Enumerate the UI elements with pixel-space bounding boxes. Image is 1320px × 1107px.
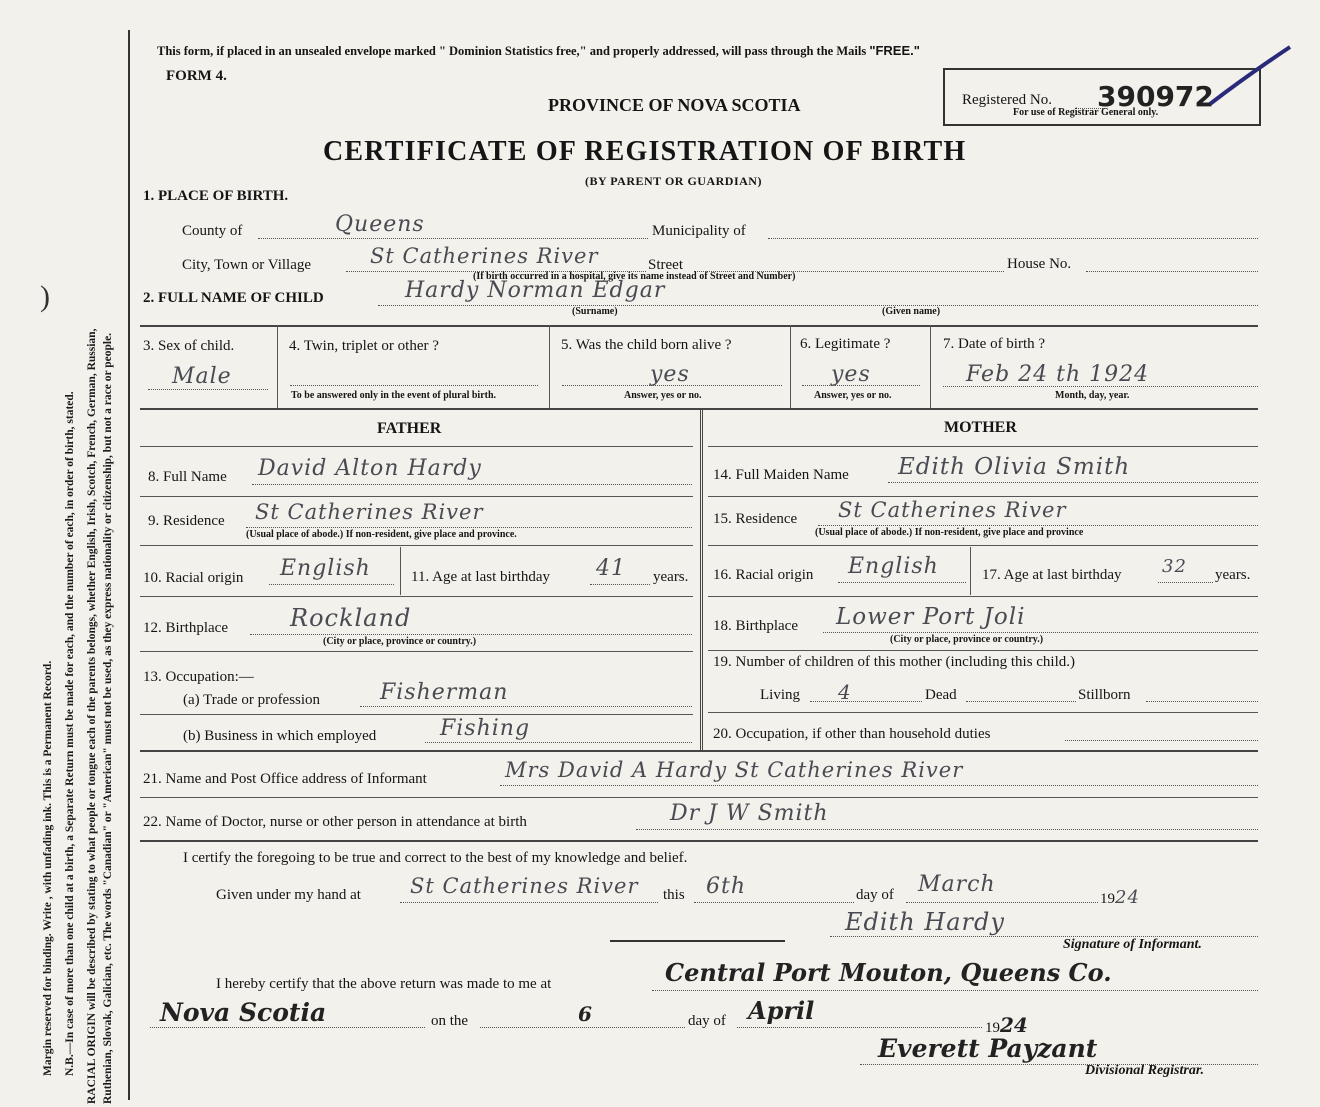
mother-birthplace-label: 18. Birthplace [713, 618, 798, 634]
registrar-day-label: day of [688, 1013, 726, 1029]
mother-children-label: 19. Number of children of this mother (including this child.) [713, 654, 1076, 670]
mother-racial-label: 16. Racial origin [713, 567, 814, 583]
father-name-value: David Alton Hardy [258, 456, 482, 481]
father-trade-value: Fisherman [380, 680, 509, 705]
mother-age-value: 32 [1162, 556, 1187, 577]
given-name-note: (Given name) [882, 306, 941, 317]
mother-age-label: 17. Age at last birthday [982, 567, 1122, 583]
province-heading: PROVINCE OF NOVA SCOTIA [548, 95, 801, 115]
mother-residence-note: (Usual place of abode.) If non-resident, give place and province [815, 527, 1084, 538]
margin-bracket-mark: ) [40, 280, 50, 313]
stillborn-label: Stillborn [1078, 687, 1131, 703]
certify-year: 1924 [1100, 887, 1140, 908]
sex-value: Male [172, 364, 232, 389]
city-label: City, Town or Village [182, 257, 312, 273]
certificate-subtitle: (BY PARENT OR GUARDIAN) [585, 174, 762, 188]
certify-day-value: 6th [706, 874, 747, 899]
informant-label: 21. Name and Post Office address of Informant [143, 771, 427, 787]
living-value: 4 [838, 680, 852, 704]
father-business-value: Fishing [440, 716, 531, 741]
on-the-label: on the [431, 1013, 469, 1029]
child-name-value: Hardy Norman Edgar [405, 278, 666, 303]
dead-label: Dead [925, 687, 957, 703]
father-name-label: 8. Full Name [148, 469, 227, 485]
father-trade-label: (a) Trade or profession [183, 692, 321, 708]
mother-name-label: 14. Full Maiden Name [713, 467, 849, 483]
registered-number-note: For use of Registrar General only. [1013, 107, 1159, 118]
born-alive-label: 5. Was the child born alive ? [561, 337, 732, 353]
legitimate-note: Answer, yes or no. [814, 390, 892, 401]
father-age-label: 11. Age at last birthday [411, 569, 550, 585]
father-age-value: 41 [596, 556, 626, 581]
county-label: County of [182, 223, 243, 239]
street-label: Street [648, 257, 683, 273]
mail-free: "FREE." [869, 43, 920, 58]
father-occupation-label: 13. Occupation:— [143, 669, 254, 685]
registrar-place-value: Central Port Mouton, Queens Co. [665, 958, 1112, 987]
margin-text-line4: Margin reserved for binding. Write , with unfading ink. This is a Permanent Record. [42, 660, 54, 1076]
date-of-birth-label: 7. Date of birth ? [943, 336, 1046, 352]
twin-note: To be answered only in the event of plural birth. [291, 390, 497, 401]
child-name-label: 2. FULL NAME OF CHILD [143, 290, 324, 306]
mother-age-years: years. [1215, 567, 1251, 583]
doctor-value: Dr J W Smith [670, 801, 829, 826]
mother-name-value: Edith Olivia Smith [898, 454, 1131, 480]
registrar-province-value: Nova Scotia [160, 998, 327, 1027]
row3-top-rule [140, 325, 1258, 327]
mother-occupation-label: 20. Occupation, if other than household duties [713, 726, 991, 742]
this-label: this [663, 887, 685, 903]
signature-informant-label: Signature of Informant. [1063, 937, 1202, 952]
registrar-day-value: 6 [578, 1002, 592, 1026]
county-value: Queens [335, 212, 425, 237]
mother-racial-value: English [848, 554, 939, 579]
binding-margin [0, 0, 130, 1107]
mother-birthplace-note: (City or place, province or country.) [890, 634, 1044, 645]
margin-rule [128, 30, 130, 1100]
mother-residence-label: 15. Residence [713, 511, 798, 527]
house-no-label: House No. [1007, 256, 1072, 272]
doctor-label: 22. Name of Doctor, nurse or other person in attendance at birth [143, 814, 527, 830]
separator-rule [610, 940, 785, 942]
mother-residence-value: St Catherines River [838, 498, 1067, 522]
registrar-statement: I hereby certify that the above return was made to me at [216, 976, 552, 992]
sex-label: 3. Sex of child. [143, 338, 235, 354]
living-label: Living [760, 687, 800, 703]
registrar-month-value: April [748, 996, 815, 1025]
registrar-year: 1924 [985, 1013, 1028, 1037]
father-racial-value: English [280, 556, 371, 581]
certify-month-value: March [918, 872, 996, 897]
municipality-label: Municipality of [652, 223, 746, 239]
mother-heading: MOTHER [944, 419, 1017, 436]
form-number: FORM 4. [166, 68, 227, 84]
pen-stroke-mark [1205, 42, 1295, 112]
father-business-label: (b) Business in which employed [183, 728, 377, 744]
father-residence-value: St Catherines River [255, 500, 484, 524]
father-racial-label: 10. Racial origin [143, 570, 244, 586]
legitimate-value: yes [831, 362, 871, 387]
father-heading: FATHER [377, 420, 442, 437]
born-alive-value: yes [650, 362, 690, 387]
registered-number-label: Registered No. [962, 92, 1052, 108]
registered-number-value: 390972 [1097, 80, 1214, 113]
twin-label: 4. Twin, triplet or other ? [289, 338, 439, 354]
father-residence-label: 9. Residence [148, 513, 225, 529]
father-birthplace-note: (City or place, province or country.) [323, 636, 477, 647]
certify-statement: I certify the foregoing to be true and correct to the best of my knowledge and belief. [183, 850, 688, 866]
city-value: St Catherines River [370, 244, 599, 268]
born-alive-note: Answer, yes or no. [624, 390, 702, 401]
mail-notice: This form, if placed in an unsealed envelope marked " Dominion Statistics free," and properly addressed, will pass through the Mails "FREE." [157, 43, 920, 58]
parents-divider [700, 410, 703, 750]
date-of-birth-value: Feb 24 th 1924 [966, 362, 1150, 387]
margin-text-line1: Ruthenian, Slovak, Galician, etc. The words "Canadian" or "American" must not be used, as they express nationality or citizenship, but not a race or people. [102, 332, 114, 1104]
informant-signature: Edith Hardy [845, 908, 1005, 936]
margin-text-line2: RACIAL ORIGIN will be described by stating to what people or tongue each of the parents belongs, whether English, Irish, Scotch, French, German, Russian, [86, 328, 98, 1104]
place-of-birth-heading: 1. PLACE OF BIRTH. [143, 188, 289, 204]
certificate-title: CERTIFICATE OF REGISTRATION OF BIRTH [323, 136, 967, 167]
given-place-value: St Catherines River [410, 874, 639, 898]
given-under-label: Given under my hand at [216, 887, 361, 903]
registrar-signature: Everett Payzant [878, 1034, 1098, 1063]
date-of-birth-note: Month, day, year. [1055, 390, 1130, 401]
mother-birthplace-value: Lower Port Joli [836, 604, 1026, 630]
father-age-years: years. [653, 569, 689, 585]
father-birthplace-label: 12. Birthplace [143, 620, 228, 636]
surname-note: (Surname) [572, 306, 618, 317]
certify-day-label: day of [856, 887, 894, 903]
legitimate-label: 6. Legitimate ? [800, 336, 891, 352]
father-birthplace-value: Rockland [290, 604, 412, 632]
informant-value: Mrs David A Hardy St Catherines River [505, 758, 964, 782]
row3-bottom-rule [140, 408, 1258, 410]
divisional-registrar-label: Divisional Registrar. [1085, 1063, 1205, 1078]
father-residence-note: (Usual place of abode.) If non-resident, give place and province. [246, 529, 517, 540]
hospital-note: (If birth occurred in a hospital, give its name instead of Street and Number) [473, 271, 796, 282]
margin-text-line3: N.B.—In case of more than one child at a birth, a Separate Return must be made for each, and the number of each, in order of birth, stated. [64, 391, 76, 1076]
